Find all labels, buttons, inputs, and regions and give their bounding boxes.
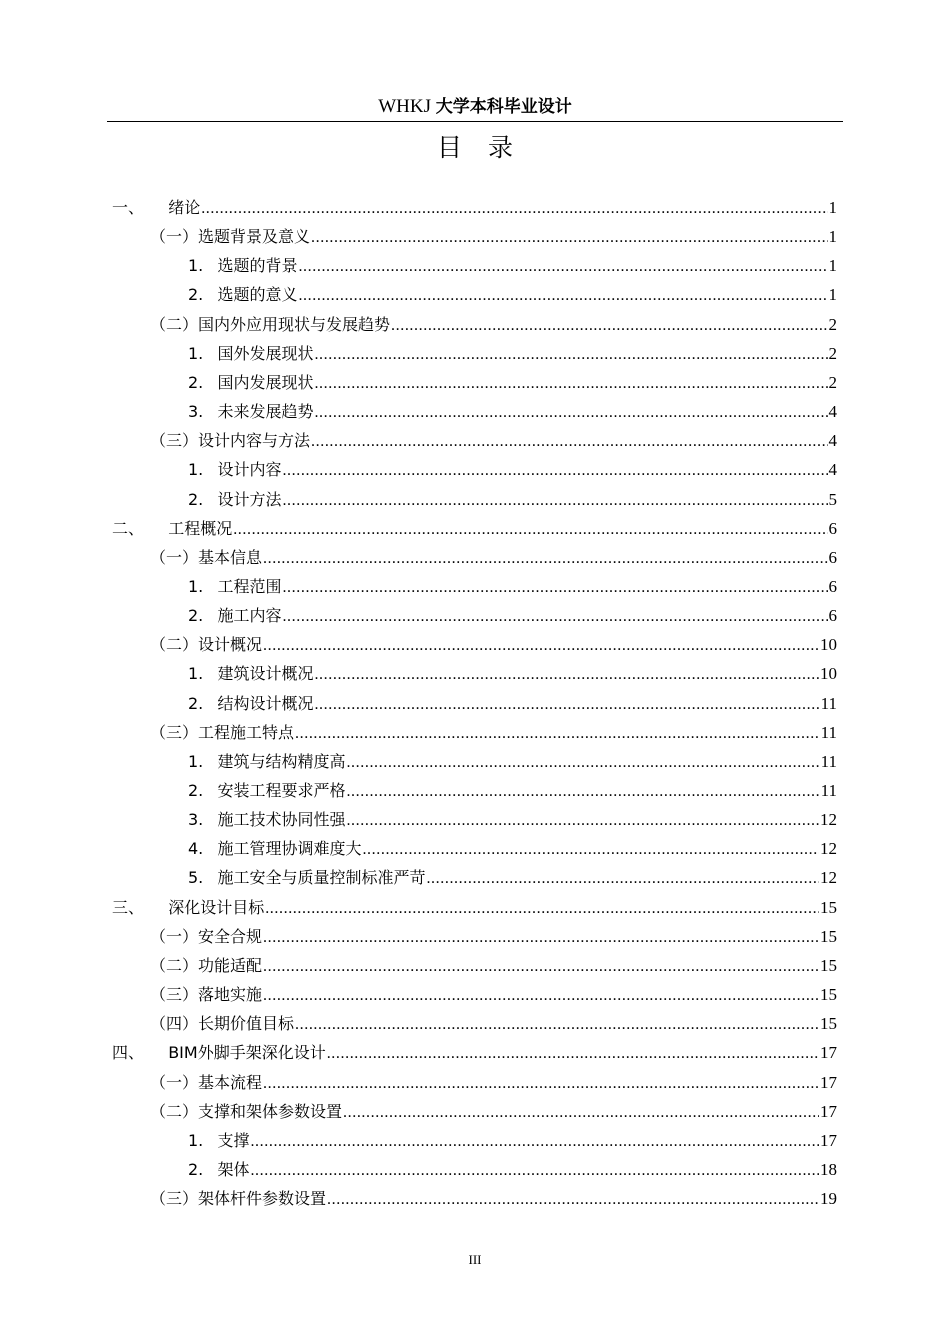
toc-entry[interactable] xyxy=(188,836,837,862)
toc-entry-title: 基本流程 xyxy=(198,1072,263,1092)
toc-leader-dots xyxy=(263,1075,819,1093)
toc-entry-page: 19 xyxy=(820,1189,837,1209)
toc-entry-page: 4 xyxy=(828,402,837,422)
toc-leader-dots xyxy=(263,987,819,1005)
toc-leader-dots xyxy=(314,346,827,364)
toc-entry-number: 1. xyxy=(188,1130,214,1150)
toc-entry-number: （二） xyxy=(150,314,199,334)
toc-leader-dots xyxy=(311,433,827,451)
toc-leader-dots xyxy=(265,900,819,918)
toc-entry-number: 2. xyxy=(188,285,214,305)
toc-entry-title: 支撑和架体参数设置 xyxy=(198,1101,343,1121)
toc-leader-dots xyxy=(282,608,827,626)
toc-entry-title: 建筑设计概况 xyxy=(217,664,314,684)
toc-entry-number: （二） xyxy=(150,1101,199,1121)
toc-entry-number: 2. xyxy=(188,781,214,800)
toc-entry-title: 深化设计目标 xyxy=(168,897,265,917)
page-title: 目录 xyxy=(436,133,539,162)
header-latin: WHKJ xyxy=(378,96,436,117)
toc-entry-number: （四） xyxy=(150,1014,199,1034)
toc-entry-title: 支撑 xyxy=(217,1130,250,1150)
toc-entry-number: （三） xyxy=(150,985,199,1005)
toc-entry-number: 1. xyxy=(188,460,214,480)
toc-entry-number: 1. xyxy=(188,751,214,771)
toc-entry-number: 三、 xyxy=(112,897,155,917)
toc-entry-number: （二） xyxy=(150,955,199,975)
toc-entry-page: 17 xyxy=(820,1130,837,1150)
toc-entry[interactable] xyxy=(150,1070,837,1096)
toc-entry-page: 2 xyxy=(828,372,837,392)
toc-entry[interactable] xyxy=(188,1157,837,1183)
toc-entry-number: 5. xyxy=(188,868,214,888)
toc-entry[interactable] xyxy=(112,195,837,221)
toc-entry-title: 设计内容与方法 xyxy=(198,431,311,451)
toc-entry-page: 6 xyxy=(828,547,837,567)
toc-entry-number: 1. xyxy=(188,664,214,684)
toc-entry-title: 安全合规 xyxy=(198,926,263,946)
toc-entry-title: 绪论 xyxy=(168,198,201,217)
toc-leader-dots xyxy=(298,287,827,305)
toc-entry-page: 1 xyxy=(828,285,837,305)
toc-entry[interactable] xyxy=(188,661,837,687)
toc-entry-page: 10 xyxy=(820,635,837,655)
toc-entry-number: （一） xyxy=(150,547,199,567)
toc-leader-dots xyxy=(314,696,819,714)
toc-entry[interactable] xyxy=(150,924,837,950)
toc-entry[interactable] xyxy=(150,720,837,746)
toc-entry-page: 1 xyxy=(828,198,837,217)
toc-entry-title: 结构设计概况 xyxy=(217,693,314,713)
toc-leader-dots xyxy=(250,1162,819,1180)
toc-entry[interactable] xyxy=(188,749,837,775)
toc-entry-title: 选题的背景 xyxy=(217,256,298,276)
toc-entry-number: （一） xyxy=(150,227,199,247)
toc-entry[interactable] xyxy=(150,1186,837,1212)
toc-entry-title: 设计概况 xyxy=(198,635,263,655)
toc-entry-page: 4 xyxy=(828,460,837,480)
toc-leader-dots xyxy=(201,200,827,218)
toc-leader-dots xyxy=(327,1191,819,1209)
toc-entry-page: 12 xyxy=(820,810,837,830)
toc-entry-number: 四、 xyxy=(112,1043,155,1063)
toc-entry[interactable] xyxy=(188,487,837,513)
toc-entry-title: 架体杆件参数设置 xyxy=(198,1189,327,1209)
toc-entry[interactable] xyxy=(150,982,837,1008)
toc-entry-title: 国内外应用现状与发展趋势 xyxy=(198,314,391,334)
toc-entry-title: 选题的意义 xyxy=(217,285,298,305)
toc-entry[interactable] xyxy=(188,399,837,425)
toc-entry[interactable] xyxy=(112,1040,837,1066)
toc-entry[interactable] xyxy=(188,1128,837,1154)
toc-leader-dots xyxy=(250,1133,819,1151)
toc-entry-number: （三） xyxy=(150,1189,199,1209)
toc-entry-title: 施工内容 xyxy=(217,606,282,626)
toc-entry[interactable] xyxy=(188,282,837,308)
page-header xyxy=(107,94,843,120)
toc-entry-page: 6 xyxy=(828,606,837,626)
toc-entry-number: 二、 xyxy=(112,518,155,538)
toc-leader-dots xyxy=(327,1045,819,1063)
toc-leader-dots xyxy=(263,958,819,976)
toc-entry-title: 工程范围 xyxy=(217,576,282,596)
toc-entry-page: 5 xyxy=(828,489,837,509)
toc-entry-title: 工程概况 xyxy=(168,518,233,538)
toc-entry-page: 18 xyxy=(820,1159,837,1179)
toc-entry[interactable] xyxy=(150,632,837,658)
toc-entry-page: 15 xyxy=(820,1014,837,1034)
toc-entry-title: 设计内容 xyxy=(217,460,282,480)
toc-leader-dots xyxy=(295,725,820,743)
toc-entry-title: 国外发展现状 xyxy=(217,343,314,363)
toc-entry[interactable] xyxy=(188,865,837,891)
toc-entry[interactable] xyxy=(188,370,837,396)
toc-entry-title: 安装工程要求严格 xyxy=(217,781,346,800)
toc-entry-number: 1. xyxy=(188,256,214,276)
toc-entry-number: 1. xyxy=(188,343,214,363)
toc-entry[interactable] xyxy=(188,457,837,483)
toc-entry-page: 12 xyxy=(820,839,837,859)
toc-leader-dots xyxy=(426,870,819,888)
toc-leader-dots xyxy=(263,550,827,568)
toc-entry[interactable] xyxy=(150,428,837,454)
toc-entry-page: 11 xyxy=(820,722,837,742)
toc-entry-page: 15 xyxy=(820,985,837,1005)
toc-entry-page: 1 xyxy=(828,256,837,276)
toc-entry-number: （三） xyxy=(150,431,199,451)
toc-entry[interactable] xyxy=(150,545,837,571)
toc-entry-page: 1 xyxy=(828,227,837,247)
toc-entry-page: 12 xyxy=(820,868,837,888)
toc-leader-dots xyxy=(346,812,819,830)
toc-leader-dots xyxy=(311,229,827,247)
toc-leader-dots xyxy=(282,462,827,480)
toc-entry[interactable] xyxy=(188,253,837,279)
toc-entry-page: 2 xyxy=(828,314,837,334)
toc-entry-page: 6 xyxy=(828,576,837,596)
toc-entry-title: 工程施工特点 xyxy=(198,722,295,742)
toc-leader-dots xyxy=(298,258,827,276)
toc-entry-title: 选题背景及意义 xyxy=(198,227,311,247)
toc-entry-title: 国内发展现状 xyxy=(217,372,314,392)
header-title: 大学本科毕业设计 xyxy=(435,97,572,117)
toc-entry-page: 17 xyxy=(820,1043,837,1063)
toc-leader-dots xyxy=(295,1016,819,1034)
toc-entry-page: 6 xyxy=(828,518,837,538)
toc-entry-title: BIM外脚手架深化设计 xyxy=(168,1043,326,1063)
toc-entry[interactable] xyxy=(150,1011,837,1037)
toc-entry-title: 设计方法 xyxy=(217,489,282,509)
toc-entry-number: 2. xyxy=(188,489,214,509)
toc-entry[interactable] xyxy=(150,953,837,979)
toc-entry-number: 2. xyxy=(188,1159,214,1179)
toc-entry[interactable] xyxy=(150,224,837,250)
toc-entry-number: 1. xyxy=(188,576,214,596)
toc-entry-number: 2. xyxy=(188,693,214,713)
toc-leader-dots xyxy=(263,637,819,655)
toc-entry[interactable] xyxy=(188,603,837,629)
toc-entry-title: 基本信息 xyxy=(198,547,263,567)
toc-leader-dots xyxy=(362,841,819,859)
toc-entry-number: 一、 xyxy=(112,198,155,217)
toc-entry-page: 15 xyxy=(820,926,837,946)
toc-entry-title: 未来发展趋势 xyxy=(217,402,314,422)
toc-entry-title: 施工管理协调难度大 xyxy=(217,839,362,859)
toc-entry-page: 2 xyxy=(828,343,837,363)
toc-leader-dots xyxy=(343,1104,819,1122)
toc-leader-dots xyxy=(314,375,827,393)
toc-entry[interactable] xyxy=(188,807,837,833)
page-number: III xyxy=(468,1252,482,1267)
toc-leader-dots xyxy=(314,666,819,684)
toc-entry[interactable] xyxy=(188,574,837,600)
toc-entry[interactable] xyxy=(188,778,837,804)
toc-entry[interactable] xyxy=(188,341,837,367)
toc-entry-title: 建筑与结构精度高 xyxy=(217,751,346,771)
toc-entry-title: 长期价值目标 xyxy=(198,1014,295,1034)
toc-entry-number: 3. xyxy=(188,810,214,830)
toc-entry-number: 3. xyxy=(188,402,214,422)
toc-entry-title: 架体 xyxy=(217,1159,250,1179)
toc-entry-page: 17 xyxy=(820,1101,837,1121)
header-rule xyxy=(107,121,843,122)
toc-entry-title: 施工安全与质量控制标准严苛 xyxy=(217,868,426,888)
toc-entry-number: 2. xyxy=(188,606,214,626)
toc-entry-page: 17 xyxy=(820,1072,837,1092)
toc-leader-dots xyxy=(346,783,819,801)
toc-entry-page: 11 xyxy=(820,781,837,800)
toc-entry[interactable] xyxy=(112,895,837,921)
toc-leader-dots xyxy=(346,754,819,772)
toc-entry[interactable] xyxy=(188,691,837,717)
toc-entry[interactable] xyxy=(150,312,837,338)
toc-entry-number: 2. xyxy=(188,372,214,392)
toc-entry-title: 功能适配 xyxy=(198,955,263,975)
toc-entry-number: （三） xyxy=(150,722,199,742)
toc-entry-page: 10 xyxy=(820,664,837,684)
toc-entry-page: 11 xyxy=(820,751,837,771)
toc-leader-dots xyxy=(263,929,819,947)
toc-entry-page: 15 xyxy=(820,897,837,917)
toc-leader-dots xyxy=(391,317,827,335)
toc-entry-number: （二） xyxy=(150,635,199,655)
toc-leader-dots xyxy=(314,404,827,422)
toc-entry-page: 11 xyxy=(820,693,837,713)
toc-entry-number: 4. xyxy=(188,839,214,859)
toc-leader-dots xyxy=(282,579,827,597)
toc-entry-title: 施工技术协同性强 xyxy=(217,810,346,830)
toc-entry-number: （一） xyxy=(150,1072,199,1092)
toc-entry[interactable] xyxy=(150,1099,837,1125)
toc-entry-page: 15 xyxy=(820,955,837,975)
toc-leader-dots xyxy=(233,521,827,539)
toc-leader-dots xyxy=(282,492,827,510)
toc-entry-title: 落地实施 xyxy=(198,985,263,1005)
toc-entry[interactable] xyxy=(112,516,837,542)
toc-entry-page: 4 xyxy=(828,431,837,451)
toc-entry-number: （一） xyxy=(150,926,199,946)
